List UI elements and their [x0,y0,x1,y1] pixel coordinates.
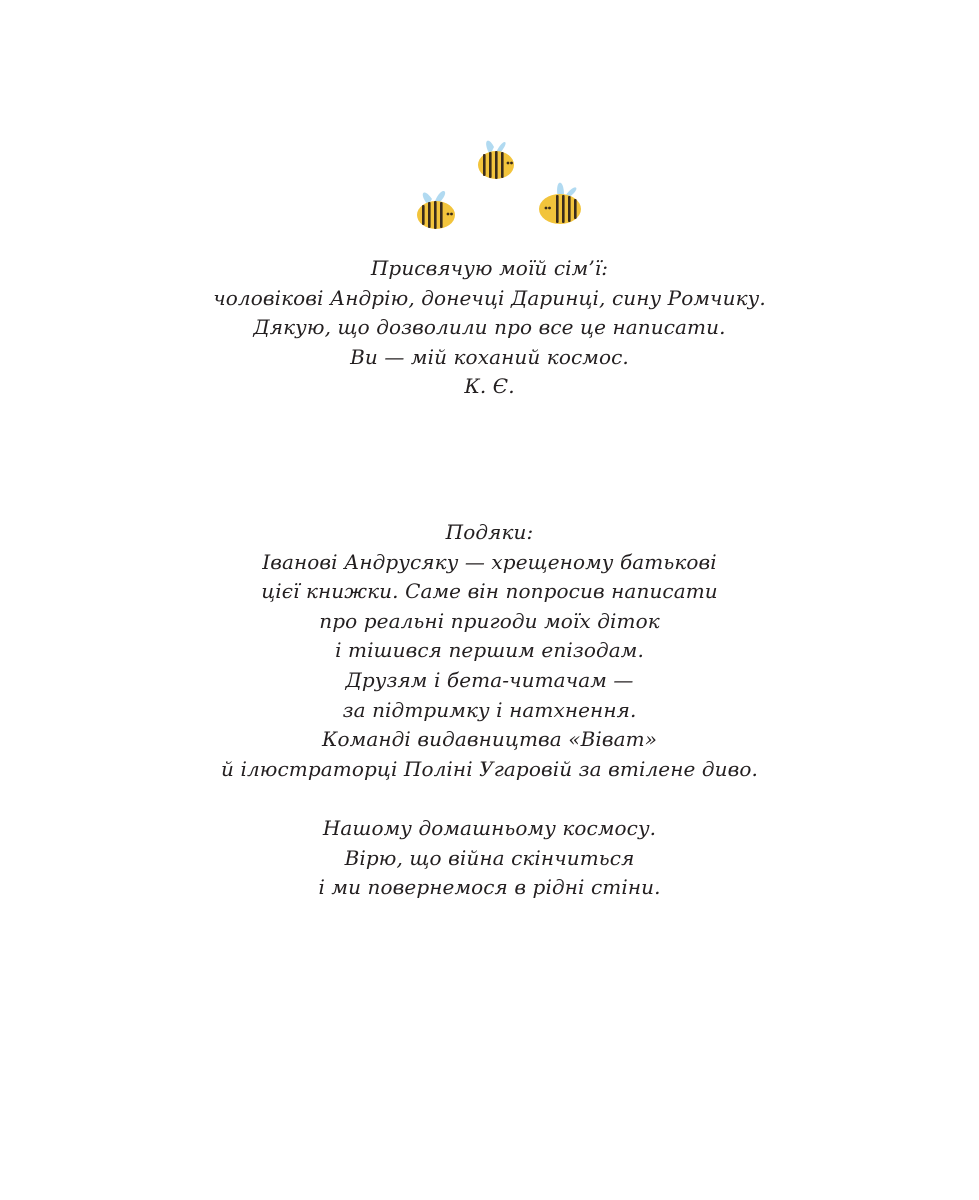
acknowledgements-heading: Подяки: [445,520,534,544]
dedication-block [0,254,979,402]
dedication-line: чоловікові Андрію, донечці Даринці, сину Ромчику. [213,285,766,310]
closing-line: Нашому домашньому космосу. [322,816,657,840]
acknowledgements-line: й ілюстраторці Поліні Угаровій за втілене диво. [221,756,758,781]
closing-line: і ми повернемося в рідні стіни. [318,875,661,900]
dedication-line: Ви — мій коханий космос. [350,344,629,369]
author-initials: К. Є. [464,374,515,399]
acknowledgements-block [0,518,979,784]
dedication-heading: Присвячую моїй сім’ї: [370,256,609,280]
bee-icon [539,183,581,224]
closing-block [0,814,979,903]
acknowledgements-line: Друзям і бета-читачам — [345,667,634,692]
acknowledgements-line: Іванові Андрусяку — хрещеному батькові [262,549,717,574]
bee-icon [417,191,455,229]
bees-illustration-icon [400,125,600,235]
acknowledgements-line: Команді видавництва «Віват» [321,727,658,752]
acknowledgements-line: і тішився першим епізодам. [335,638,644,663]
acknowledgements-line: за підтримку і натхнення. [342,697,637,722]
bee-icon [478,141,514,179]
closing-line: Вірю, що війна скінчиться [344,845,635,870]
acknowledgements-line: про реальні пригоди моїх діток [319,608,660,633]
dedication-line: Дякую, що дозволили про все це написати. [253,315,726,340]
acknowledgements-line: цієї книжки. Саме він попросив написати [261,579,718,604]
